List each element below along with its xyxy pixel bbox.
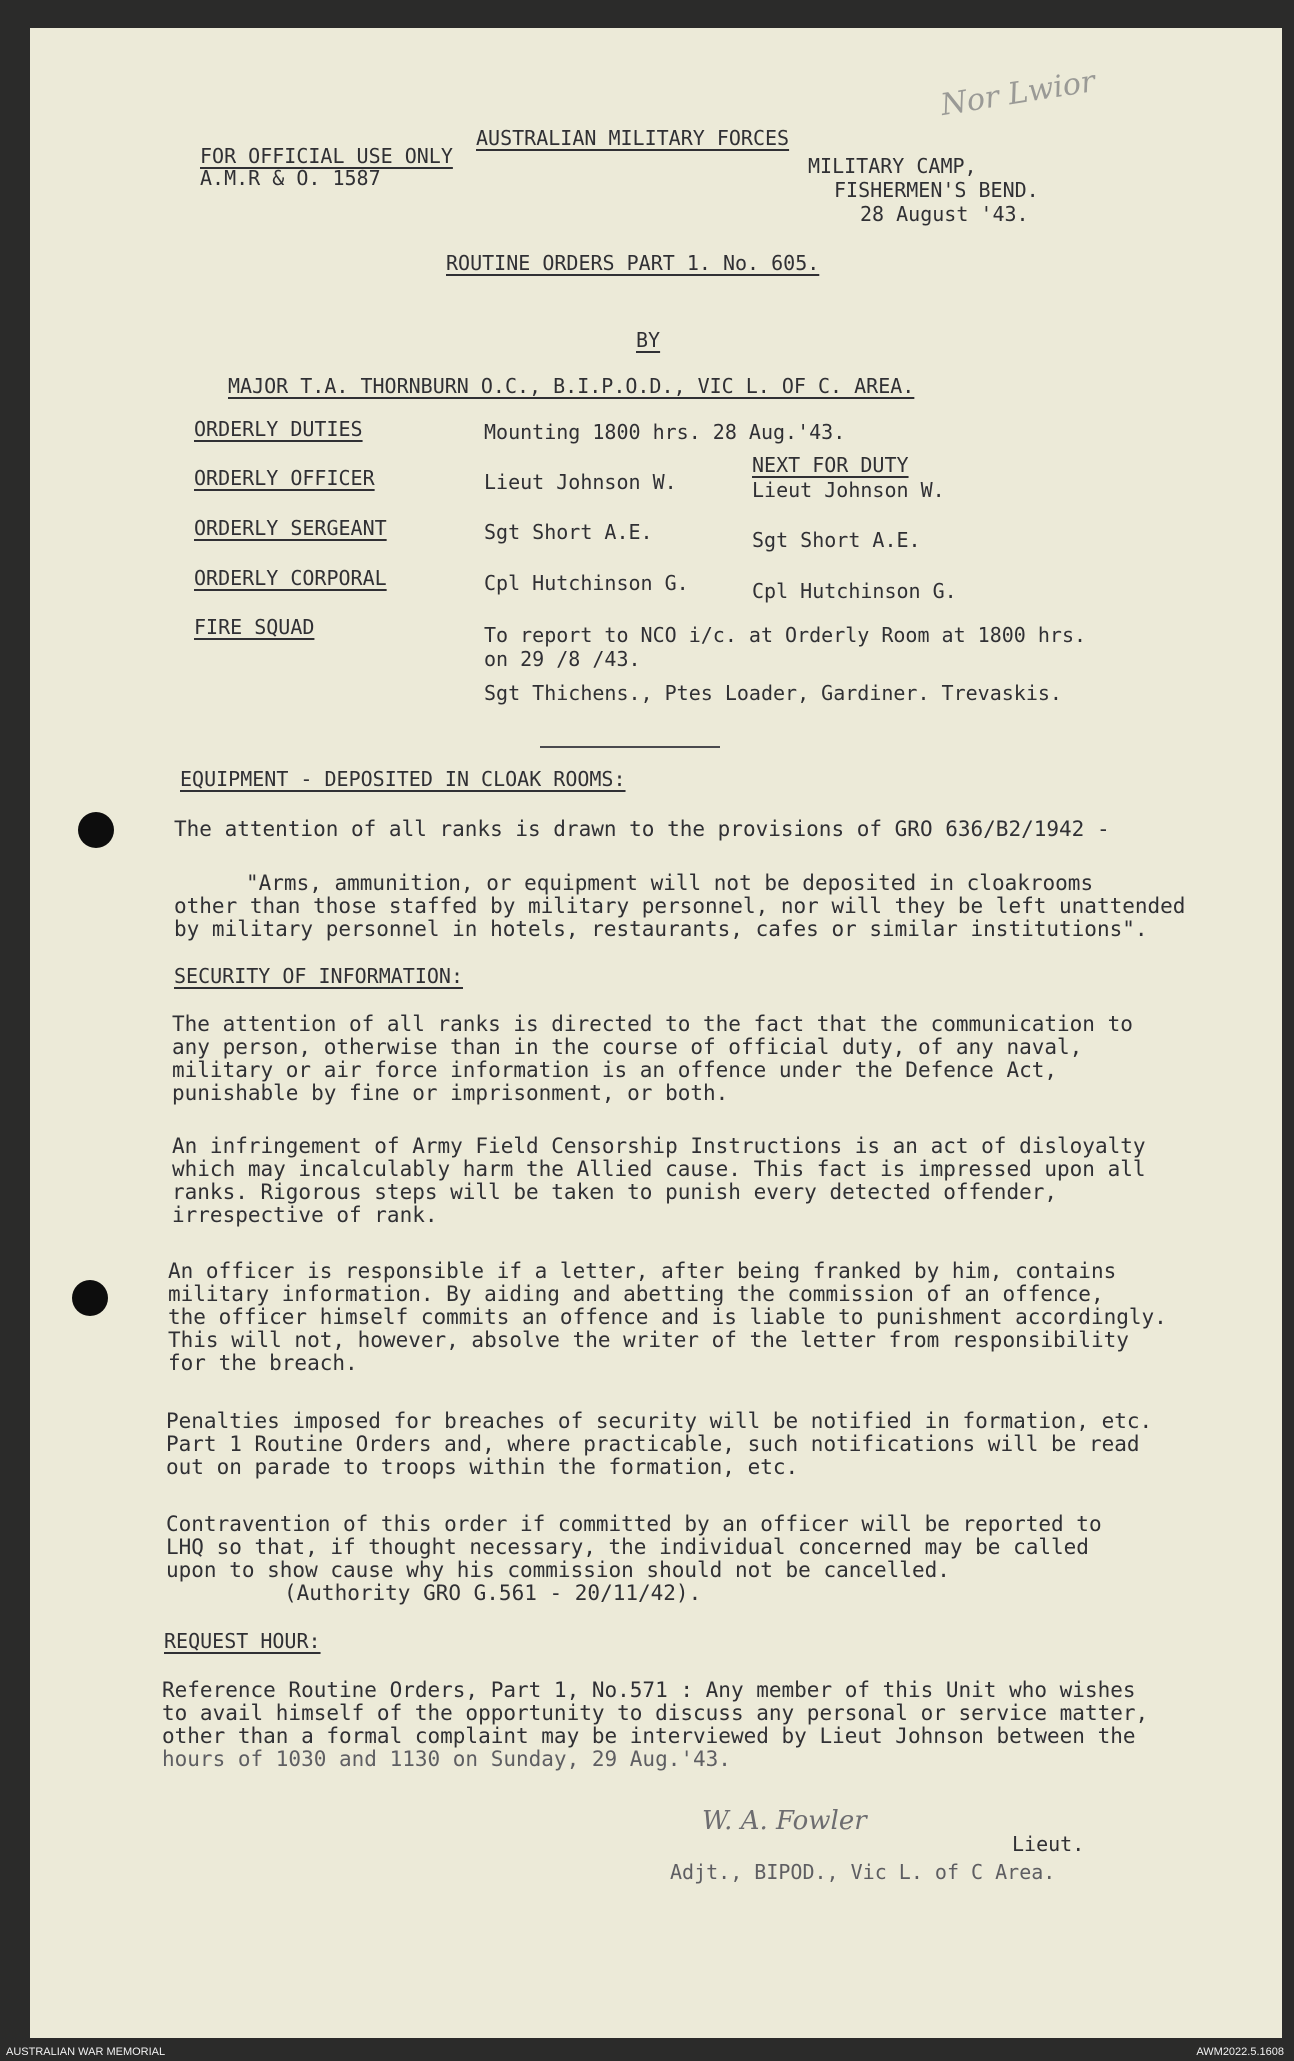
security-p3-line-5: for the breach. xyxy=(168,1351,358,1375)
issuer-line: MAJOR T.A. THORNBURN O.C., B.I.P.O.D., VIC L. OF C. AREA. xyxy=(228,374,915,398)
security-p5-line-3: upon to show cause why his commission should not be cancelled. xyxy=(166,1558,950,1582)
equipment-quote-line-3: by military personnel in hotels, restaurants, cafes or similar institutions". xyxy=(174,917,1148,941)
security-p2-line-4: irrespective of rank. xyxy=(172,1203,438,1227)
punch-hole-upper xyxy=(78,812,114,848)
security-p5-line-1: Contravention of this order if committed by an officer will be reported to xyxy=(166,1512,1102,1536)
orderly-duties-label: ORDERLY DUTIES xyxy=(194,417,363,441)
request-line-4: hours of 1030 and 1130 on Sunday, 29 Aug.'43. xyxy=(162,1747,731,1771)
fire-squad-line-1: To report to NCO i/c. at Orderly Room at 1800 hrs. xyxy=(484,623,1087,647)
next-for-duty-label: NEXT FOR DUTY xyxy=(752,453,909,477)
document-title: ROUTINE ORDERS PART 1. No. 605. xyxy=(446,251,820,275)
fire-squad-label: FIRE SQUAD xyxy=(194,615,315,639)
section-divider xyxy=(540,746,720,748)
pencil-note: Nor Lwior xyxy=(938,64,1098,123)
document-page xyxy=(30,28,1282,2038)
orderly-officer-next: Lieut Johnson W. xyxy=(752,478,945,502)
reference-number: A.M.R & O. 1587 xyxy=(200,166,381,190)
security-heading: SECURITY OF INFORMATION: xyxy=(174,964,463,988)
location-line-1: MILITARY CAMP, xyxy=(808,154,977,178)
signature-rank: Lieut. xyxy=(1012,1832,1085,1856)
security-p2-line-1: An infringement of Army Field Censorship Instructions is an act of disloyalty xyxy=(172,1134,1146,1158)
security-authority: (Authority GRO G.561 - 20/11/42). xyxy=(284,1581,702,1605)
orderly-officer-label: ORDERLY OFFICER xyxy=(194,466,375,490)
footer-right: AWM2022.5.1608 xyxy=(1196,2046,1284,2058)
security-p1-line-2: any person, otherwise than in the course of official duty, of any naval, xyxy=(172,1035,1083,1059)
security-p4-line-2: Part 1 Routine Orders and, where practicable, such notifications will be read xyxy=(166,1432,1140,1456)
equipment-quote-line-2: other than those staffed by military personnel, nor will they be left unattended xyxy=(174,894,1186,918)
security-p3-line-1: An officer is responsible if a letter, after being franked by him, contains xyxy=(168,1259,1117,1283)
request-line-2: to avail himself of the opportunity to discuss any personal or service matter, xyxy=(162,1701,1149,1725)
security-p4-line-3: out on parade to troops within the formation, etc. xyxy=(166,1455,799,1479)
organisation-heading: AUSTRALIAN MILITARY FORCES xyxy=(476,126,790,150)
request-heading: REQUEST HOUR: xyxy=(164,1629,321,1653)
orderly-sergeant-label: ORDERLY SERGEANT xyxy=(194,516,387,540)
location-line-2: FISHERMEN'S BEND. xyxy=(834,178,1039,202)
request-line-3: other than a formal complaint may be interviewed by Lieut Johnson between the xyxy=(162,1724,1136,1748)
orderly-officer-value: Lieut Johnson W. xyxy=(484,470,677,494)
orderly-corporal-label: ORDERLY CORPORAL xyxy=(194,566,387,590)
equipment-quote-line-1: "Arms, ammunition, or equipment will not be deposited in cloakrooms xyxy=(246,871,1094,895)
security-p2-line-3: ranks. Rigorous steps will be taken to punish every detected offender, xyxy=(172,1180,1058,1204)
signature-line: Adjt., BIPOD., Vic L. of C Area. xyxy=(670,1860,1056,1884)
orderly-corporal-next: Cpl Hutchinson G. xyxy=(752,579,957,603)
fire-squad-line-2: on 29 /8 /43. xyxy=(484,647,641,671)
security-p2-line-2: which may incalculably harm the Allied cause. This fact is impressed upon all xyxy=(172,1157,1146,1181)
orderly-sergeant-next: Sgt Short A.E. xyxy=(752,528,921,552)
equipment-heading: EQUIPMENT - DEPOSITED IN CLOAK ROOMS: xyxy=(180,767,626,791)
classification-label: FOR OFFICIAL USE ONLY xyxy=(200,144,453,168)
by-label: BY xyxy=(636,328,661,352)
security-p1-line-3: military or air force information is an offence under the Defence Act, xyxy=(172,1058,1058,1082)
security-p1-line-1: The attention of all ranks is directed to the fact that the communication to xyxy=(172,1012,1133,1036)
security-p5-line-2: LHQ so that, if thought necessary, the individual concerned may be called xyxy=(166,1535,1089,1559)
security-p4-line-1: Penalties imposed for breaches of security will be notified in formation, etc. xyxy=(166,1409,1153,1433)
request-line-1: Reference Routine Orders, Part 1, No.571 : Any member of this Unit who wishes xyxy=(162,1678,1136,1702)
footer-left: AUSTRALIAN WAR MEMORIAL xyxy=(6,2046,166,2058)
punch-hole-lower xyxy=(72,1280,108,1316)
orderly-sergeant-value: Sgt Short A.E. xyxy=(484,520,653,544)
equipment-intro: The attention of all ranks is drawn to the provisions of GRO 636/B2/1942 - xyxy=(174,817,1110,841)
orderly-duties-value: Mounting 1800 hrs. 28 Aug.'43. xyxy=(484,420,846,444)
document-date: 28 August '43. xyxy=(860,202,1029,226)
security-p3-line-4: This will not, however, absolve the writer of the letter from responsibility xyxy=(168,1328,1129,1352)
security-p3-line-3: the officer himself commits an offence and is liable to punishment accordingly. xyxy=(168,1305,1167,1329)
security-p1-line-4: punishable by fine or imprisonment, or both. xyxy=(172,1081,729,1105)
fire-squad-line-3: Sgt Thichens., Ptes Loader, Gardiner. Trevaskis. xyxy=(484,681,1062,705)
orderly-corporal-value: Cpl Hutchinson G. xyxy=(484,571,689,595)
security-p3-line-2: military information. By aiding and abetting the commission of an offence, xyxy=(168,1282,1104,1306)
signature-scrawl: W. A. Fowler xyxy=(702,1806,867,1836)
